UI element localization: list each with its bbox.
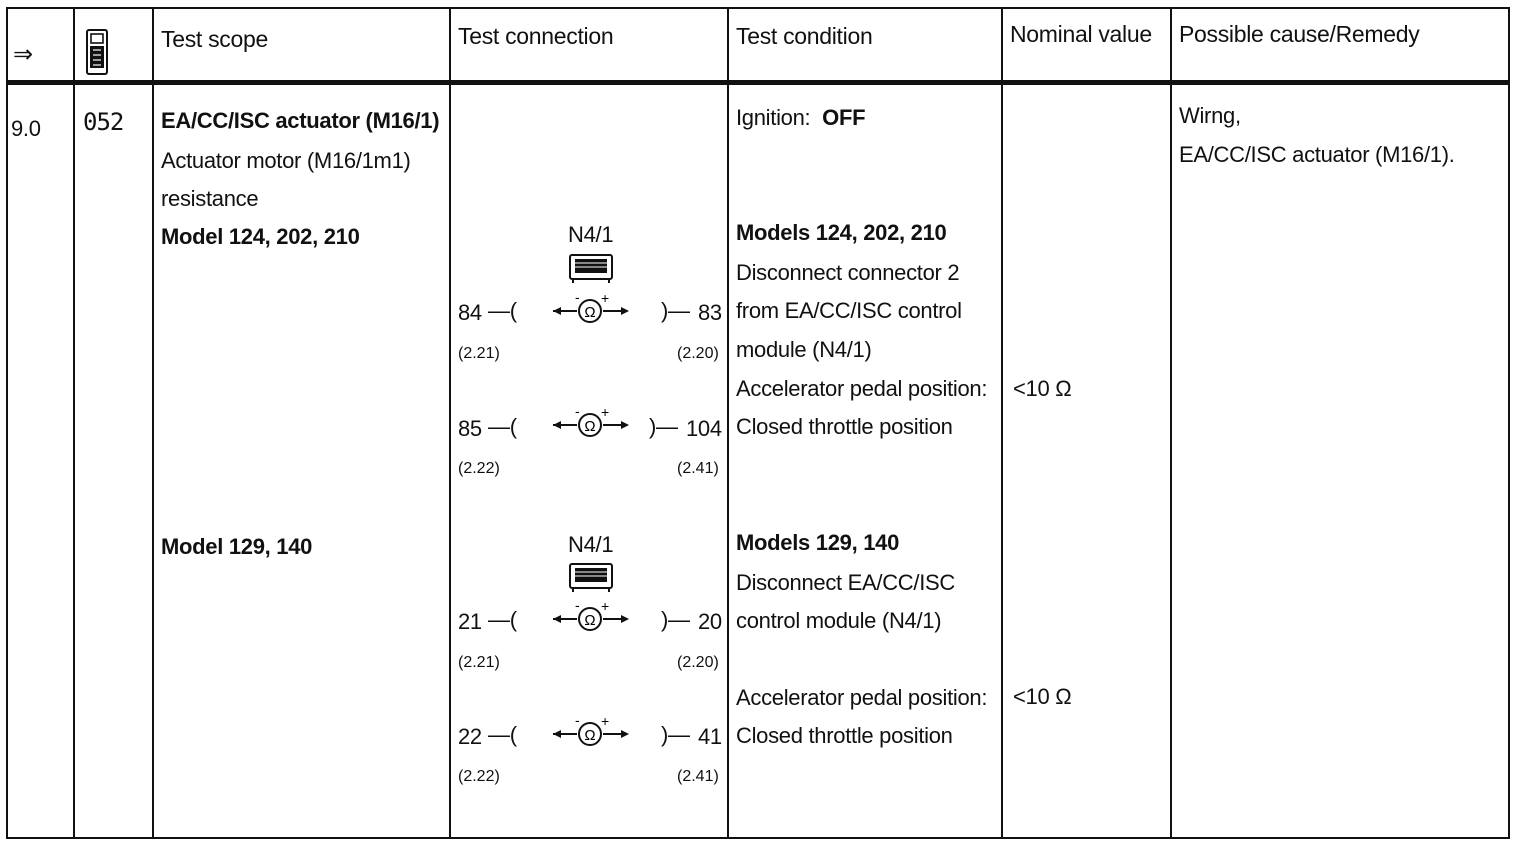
- pin-left-ref: (2.21): [458, 654, 500, 671]
- table-top-border: [6, 7, 1510, 9]
- svg-text:Ω: Ω: [584, 727, 596, 744]
- scope-model-a: Model 124, 202, 210: [161, 224, 360, 249]
- scope-title: EA/CC/ISC actuator (M16/1): [161, 108, 440, 133]
- ignition-label: Ignition:: [736, 105, 811, 130]
- svg-text:-: -: [575, 601, 580, 613]
- svg-text:+: +: [601, 293, 610, 306]
- svg-text:+: +: [601, 716, 610, 729]
- condition-b-title: Models 129, 140: [736, 530, 900, 555]
- control-module-icon: [569, 254, 613, 289]
- table-right-border: [1508, 7, 1510, 839]
- scope-line-2: resistance: [161, 186, 259, 211]
- pin-left-ref: (2.22): [458, 460, 500, 477]
- plug-left-icon: —(: [488, 298, 517, 323]
- col-divider-3: [449, 7, 451, 839]
- test-code: 052: [83, 108, 124, 136]
- plug-right-icon: )—: [661, 298, 690, 323]
- ignition-value: OFF: [822, 105, 866, 130]
- module-label-b: N4/1: [568, 532, 614, 557]
- table-left-border: [6, 7, 8, 839]
- plug-right-icon: )—: [661, 722, 690, 747]
- svg-text:+: +: [601, 601, 610, 614]
- svg-text:-: -: [575, 716, 580, 728]
- header-possible-cause: Possible cause/Remedy: [1179, 21, 1420, 47]
- pin-right: 83: [698, 300, 722, 325]
- col-divider-1: [73, 7, 75, 839]
- scope-model-b: Model 129, 140: [161, 534, 313, 559]
- col-divider-6: [1170, 7, 1172, 839]
- svg-text:Ω: Ω: [584, 612, 596, 629]
- pin-right: 104: [686, 416, 722, 441]
- header-divider: [6, 80, 1510, 85]
- svg-text:+: +: [601, 407, 610, 420]
- condition-b-line: Closed throttle position: [736, 723, 953, 748]
- pin-left: 21: [458, 609, 482, 634]
- condition-a-line: Accelerator pedal position:: [736, 376, 988, 401]
- pin-left: 22: [458, 724, 482, 749]
- plug-right-icon: )—: [661, 607, 690, 632]
- plug-left-icon: —(: [488, 414, 517, 439]
- scope-line-1: Actuator motor (M16/1m1): [161, 148, 411, 173]
- table-bottom-border: [6, 837, 1510, 839]
- pin-right-ref: (2.41): [677, 460, 719, 477]
- pin-right: 20: [698, 609, 722, 634]
- ohmmeter-icon: [551, 601, 631, 640]
- header-test-condition: Test condition: [736, 23, 873, 49]
- tester-device-icon: [84, 28, 110, 81]
- condition-b-line: control module (N4/1): [736, 608, 942, 633]
- ignition-condition: [736, 105, 865, 131]
- plug-left-icon: —(: [488, 722, 517, 747]
- module-label-a: N4/1: [568, 222, 614, 247]
- pin-left: 84: [458, 300, 482, 325]
- svg-text:Ω: Ω: [584, 418, 596, 435]
- control-module-icon: [569, 563, 613, 598]
- plug-left-icon: —(: [488, 607, 517, 632]
- plug-right-icon: )—: [649, 414, 678, 439]
- pin-right: 41: [698, 724, 722, 749]
- condition-a-line: Closed throttle position: [736, 414, 953, 439]
- pin-left-ref: (2.22): [458, 768, 500, 785]
- pin-left: 85: [458, 416, 482, 441]
- cause-line-2: EA/CC/ISC actuator (M16/1).: [1179, 142, 1455, 167]
- pin-left-ref: (2.21): [458, 345, 500, 362]
- ohmmeter-icon: [551, 716, 631, 755]
- svg-text:-: -: [575, 407, 580, 419]
- svg-text:-: -: [575, 293, 580, 305]
- pin-right-ref: (2.20): [677, 654, 719, 671]
- ohmmeter-icon: [551, 293, 631, 332]
- col-divider-5: [1001, 7, 1003, 839]
- pin-right-ref: (2.20): [677, 345, 719, 362]
- condition-a-line: module (N4/1): [736, 337, 872, 362]
- step-number: 9.0: [11, 116, 41, 141]
- arrow-icon: ⇒: [13, 41, 33, 68]
- header-test-connection: Test connection: [458, 23, 614, 49]
- condition-b-line: Accelerator pedal position:: [736, 685, 988, 710]
- cause-line-1: Wirng,: [1179, 103, 1241, 128]
- condition-a-title: Models 124, 202, 210: [736, 220, 947, 245]
- col-divider-2: [152, 7, 154, 839]
- col-divider-4: [727, 7, 729, 839]
- ohmmeter-icon: [551, 407, 631, 446]
- condition-a-line: Disconnect connector 2: [736, 260, 960, 285]
- nominal-value-b: <10 Ω: [1013, 684, 1072, 709]
- nominal-value-a: <10 Ω: [1013, 376, 1072, 401]
- header-nominal-value: Nominal value: [1010, 21, 1152, 47]
- svg-text:Ω: Ω: [584, 304, 596, 321]
- header-test-scope: Test scope: [161, 26, 268, 52]
- condition-b-line: Disconnect EA/CC/ISC: [736, 570, 955, 595]
- pin-right-ref: (2.41): [677, 768, 719, 785]
- condition-a-line: from EA/CC/ISC control: [736, 298, 962, 323]
